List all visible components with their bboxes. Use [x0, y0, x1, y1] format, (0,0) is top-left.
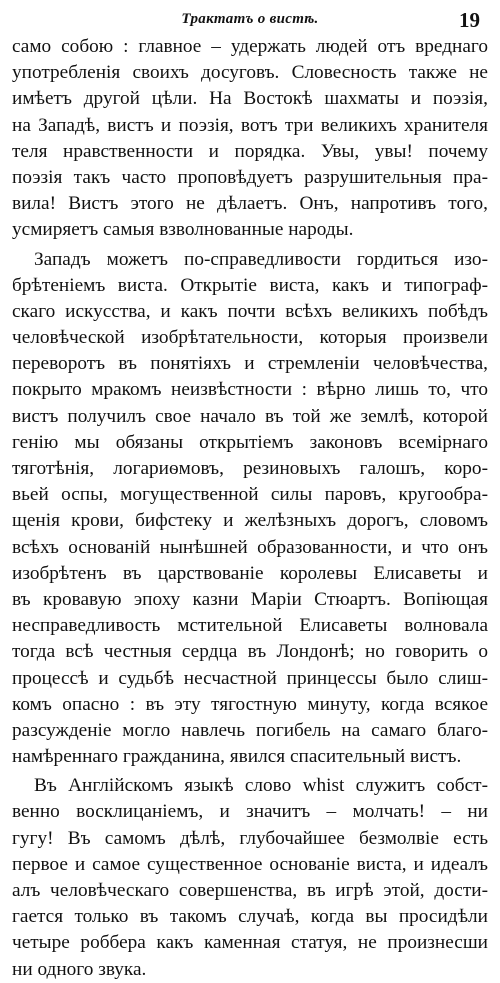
text-line: процессѣ и судьбѣ несчастной принцессы было слиш- — [12, 667, 488, 689]
text-line: всѣхъ основаній нынѣшней образованности, и что онъ — [12, 536, 488, 558]
text-line: несправедливость мстительной Елисаветы волновала — [12, 615, 488, 637]
text-line: на Западѣ, вистъ и поэзія, вотъ три великихъ хранителя — [12, 114, 488, 136]
text-line: теля нравственности и порядка. Увы, увы! почему — [12, 140, 488, 162]
text-line: разсужденіе могло навлечь погибель на самаго благо- — [12, 719, 488, 741]
text-line: человѣческой изобрѣтательности, которыя произвели — [12, 327, 488, 349]
text-line: венно восклицаніемъ, и значитъ – молчать! – ни — [12, 801, 488, 823]
paragraph — [12, 773, 488, 983]
text-line: вистъ получилъ свое начало въ той же землѣ, которой — [12, 405, 488, 427]
text-line: генію мы обязаны открытіемъ законовъ всемірнаго — [12, 431, 488, 453]
text-line: въ кровавую эпоху казни Маріи Стюартъ. Вопіющая — [12, 588, 488, 610]
text-line: усмиряетъ самыя взволнованные народы. — [12, 219, 354, 241]
text-line: алъ человѣческаго совершенства, въ игрѣ этой, дости- — [12, 880, 488, 901]
page-number: 19 — [459, 8, 480, 32]
text-line: само собою : главное – удержать людей отъ вреднаго — [12, 36, 488, 57]
running-title: Трактатъ о вистѣ. — [181, 11, 319, 27]
text-line: изобрѣтенъ въ царствованіе королевы Елисаветы и — [12, 562, 488, 584]
text-line: вила! Вистъ этого не дѣлаетъ. Онъ, напротивъ того, — [12, 193, 488, 215]
text-line: имѣетъ другой цѣли. На Востокѣ шахматы и поэзія, — [12, 88, 488, 110]
text-line: вьей оспы, могущественной силы паровъ, кругообра- — [12, 484, 488, 506]
text-line: употребленія своихъ досуговъ. Словесность также не — [12, 62, 488, 84]
text-line: гугу! Въ самомъ дѣлѣ, глубочайшее безмолвіе есть — [12, 827, 488, 849]
text-line: четыре роббера какъ каменная статуя, не произнесши — [12, 932, 488, 954]
body-text — [12, 34, 488, 983]
paragraph — [12, 34, 488, 244]
text-line: ни одного звука. — [12, 958, 147, 980]
text-line: комъ опасно : въ эту тягостную минуту, когда всякое — [12, 693, 488, 715]
text-line: тогда всѣ честныя сердца въ Лондонѣ; но говорить о — [12, 641, 488, 663]
text-line: намѣреннаго гражданина, явился спасительный вистъ. — [12, 746, 462, 768]
text-line: гается только въ такомъ случаѣ, когда вы просидѣли — [12, 906, 488, 928]
text-line: поэзія такъ часто проповѣдуетъ разрушительныя пра- — [12, 166, 488, 188]
text-line: скаго искусства, и какъ почти всѣхъ великихъ побѣдъ — [12, 300, 488, 322]
text-line: переворотъ въ понятіяхъ и стремленіи человѣчества, — [12, 353, 488, 375]
text-line: щенія крови, бифстеку и желѣзныхъ дорогъ, словомъ — [12, 510, 488, 532]
paragraph — [12, 247, 488, 771]
text-line: тяготѣнія, логариѳмовъ, резиновыхъ галошъ, коро- — [12, 458, 488, 479]
text-line: брѣтеніемъ виста. Открытіе виста, какъ и типограф- — [12, 274, 488, 296]
text-line: первое и самое существенное основаніе виста, и идеалъ — [12, 853, 488, 875]
text-line: Западъ можетъ по-справедливости гордиться изо- — [34, 248, 488, 270]
text-line: покрыто мракомъ неизвѣстности : вѣрно лишь то, что — [12, 379, 488, 401]
text-line: Въ Англійскомъ языкѣ слово whist служитъ собст- — [34, 775, 488, 797]
running-head — [0, 8, 500, 32]
